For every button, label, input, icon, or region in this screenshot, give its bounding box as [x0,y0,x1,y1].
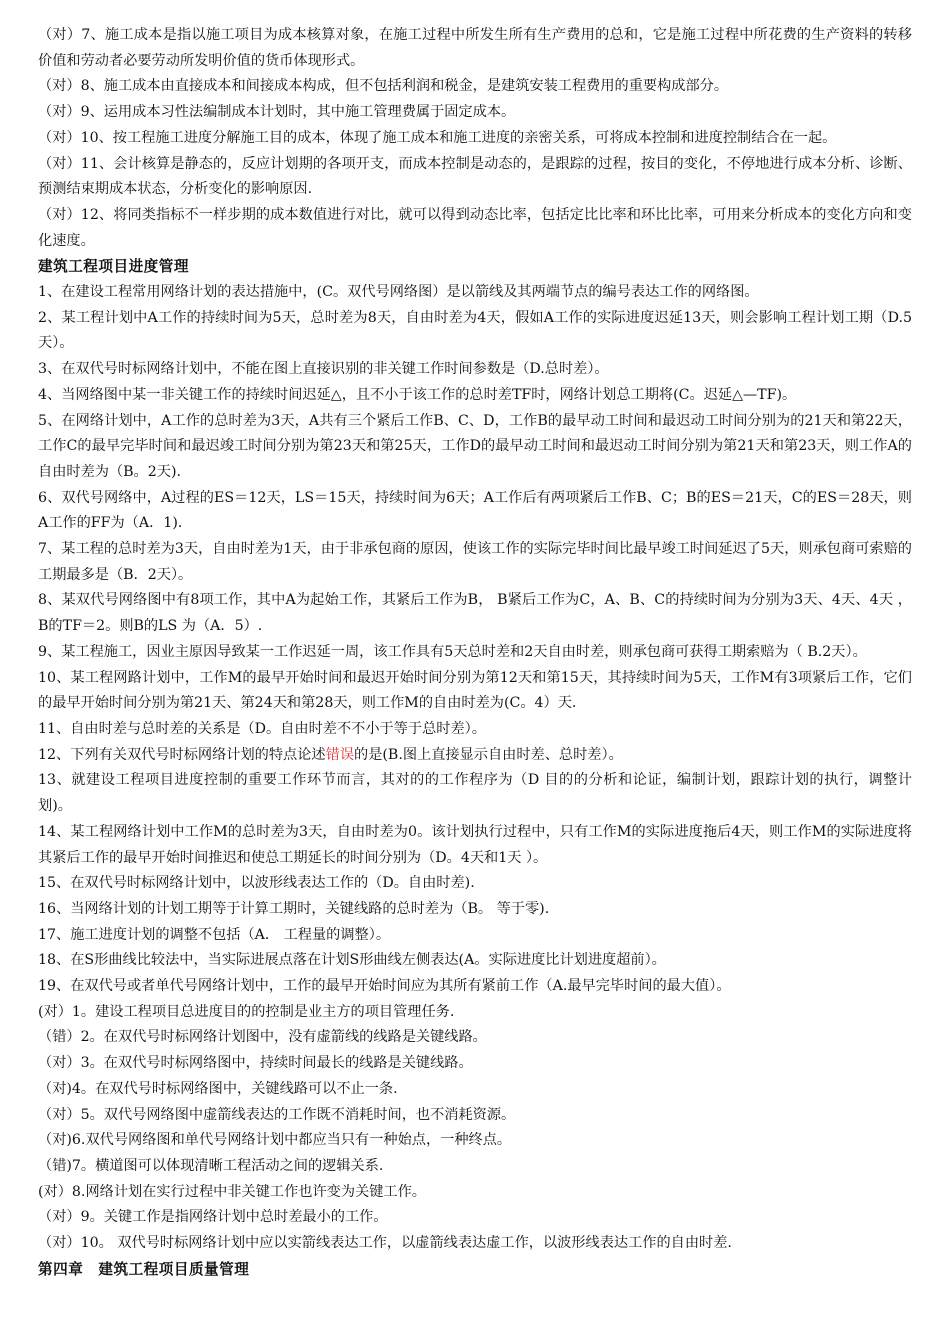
question-5: 5、在网络计划中，A工作的总时差为3天，A共有三个紧后工作B、C、D，工作B的最早动工时间和最迟动工时间分别为的21天和第22天，工作C的最早完毕时间和最迟竣工时间分别为第23天和第25天，工作D的最早动工时间和最迟动工时间分别为第21天和第23天，则工作A的自由时差为（B。2天). [38,412,912,480]
judgment-10: （对）10。 双代号时标网络计划中应以实箭线表达工作，以虚箭线表达虚工作，以波形线表达工作的自由时差. [38,1235,732,1252]
judgment-8: (对）8.网络计划在实行过程中非关键工作也许变为关键工作。 [38,1183,426,1200]
question-2: 2、某工程计划中A工作的持续时间为5天，总时差为8天，自由时差为4天，假如A工作的实际进度迟延13天，则会影响工程计划工期（D.5天）。 [38,309,912,352]
question-6: 6、双代号网络中，A过程的ES＝12天，LS＝15天，持续时间为6天；A工作后有两项紧后工作B、C；B的ES＝21天，C的ES＝28天，则A工作的FF为（A．1). [38,489,912,532]
intro-item-10: （对）10、按工程施工进度分解施工目的成本，体现了施工成本和施工进度的亲密关系，可将成本控制和进度控制结合在一起。 [38,129,837,146]
judgment-9: （对）9。关键工作是指网络计划中总时差最小的工作。 [38,1209,388,1226]
question-13: 13、就建设工程项目进度控制的重要工作环节而言，其对的的工作程序为（D 目的的分析和论证，编制计划，跟踪计划的执行，调整计划)。 [38,772,912,815]
section-title: 建筑工程项目进度管理 [38,258,189,276]
judgment-5: （对）5。双代号网络图中虚箭线表达的工作既不消耗时间，也不消耗资源。 [38,1106,516,1123]
intro-item-9: （对）9、运用成本习性法编制成本计划时，其中施工管理费属于固定成本。 [38,104,516,121]
question-16: 16、当网络计划的计划工期等于计算工期时，关键线路的总时差为（B。 等于零). [38,900,550,917]
question-3: 3、在双代号时标网络计划中，不能在图上直接识别的非关键工作时间参数是（D.总时差）。 [38,361,609,378]
question-15: 15、在双代号时标网络计划中，以波形线表达工作的（D。自由时差). [38,875,475,892]
intro-item-11: （对）11、会计核算是静态的，反应计划期的各项开支，而成本控制是动态的，是跟踪的过程，按目的变化，不停地进行成本分析、诊断、预测结束期成本状态，分析变化的影响原因. [38,155,912,198]
question-8: 8、某双代号网络图中有8项工作，其中A为起始工作，其紧后工作为B， B紧后工作为C，A、B、C的持续时间为分别为3天、4天、4天 ，B的TF＝2。则B的LS 为（A．5）. [38,592,912,635]
intro-item-12: （对）12、将同类指标不一样步期的成本数值进行对比，就可以得到动态比率，包括定比比率和环比比率，可用来分析成本的变化方向和变化速度。 [38,206,912,249]
chapter-title: 第四章 建筑工程项目质量管理 [38,1260,250,1278]
question-12-prefix: 12、下列有关双代号时标网络计划的特点论述 [38,746,326,763]
question-17: 17、施工进度计划的调整不包括（A． 工程量的调整）。 [38,926,391,943]
question-19: 19、在双代号或者单代号网络计划中，工作的最早开始时间应为其所有紧前工作（A.最早完毕时间的最大值）。 [38,978,731,995]
judgment-1: (对）1。建设工程项目总进度目的的控制是业主方的项目管理任务. [38,1003,455,1020]
judgment-2: （错）2。在双代号时标网络计划图中，没有虚箭线的线路是关键线路。 [38,1029,487,1046]
question-12-suffix: 的是(B.图上直接显示自由时差、总时差）。 [354,746,623,763]
judgment-7: （错)7。横道图可以体现清晰工程活动之间的逻辑关系. [38,1157,384,1174]
question-11: 11、自由时差与总时差的关系是（D。自由时差不不小于等于总时差）。 [38,720,486,737]
judgment-3: （对）3。在双代号时标网络图中，持续时间最长的线路是关键线路。 [38,1055,473,1072]
intro-item-7: （对）7、施工成本是指以施工项目为成本核算对象，在施工过程中所发生所有生产费用的总和，它是施工过程中所花费的生产资料的转移价值和劳动者必要劳动所发明价值的货币体现形式。 [38,27,912,69]
question-12 [38,743,912,769]
question-7: 7、某工程的总时差为3天，自由时差为1天，由于非承包商的原因，使该工作的实际完毕时间比最早竣工时间延迟了5天，则承包商可索赔的工期最多是（B．2天）。 [38,541,912,583]
question-18: 18、在S形曲线比较法中，当实际进展点落在计划S形曲线左侧表达(A。实际进度比计划进度超前）。 [38,952,666,969]
question-12-highlight: 错误 [325,746,355,763]
judgment-6: （对)6.双代号网络图和单代号网络计划中都应当只有一种始点，一种终点。 [38,1132,512,1149]
judgment-4: （对)4。在双代号时标网络图中，关键线路可以不止一条. [38,1080,398,1097]
question-9: 9、某工程施工，因业主原因导致某一工作迟延一周，该工作具有5天总时差和2天自由时差，则承包商可获得工期索赔为（ B.2天）。 [38,643,867,660]
question-4: 4、当网络图中某一非关键工作的持续时间迟延△，且不小于该工作的总时差TF时，网络计划总工期将(C。迟延△—TF)。 [38,386,797,403]
question-14: 14、某工程网络计划中工作M的总时差为3天，自由时差为0。该计划执行过程中，只有工作M的实际进度拖后4天，则工作M的实际进度将其紧后工作的最早开始时间推迟和使总工期延长的时间分别为（D。4天和1天 ）。 [38,823,912,866]
question-10: 10、某工程网路计划中，工作M的最早开始时间和最迟开始时间分别为第12天和第15天，其持续时间为5天，工作M有3项紧后工作，它们的最早开始时间分别为第21天、第24天和第28天，则工作M的自由时差为(C。4）天. [38,669,912,712]
question-1: 1、在建设工程常用网络计划的表达措施中，(C。双代号网络图）是以箭线及其两端节点的编号表达工作的网络图。 [38,284,759,301]
intro-item-8: （对）8、施工成本由直接成本和间接成本构成，但不包括利润和税金，是建筑安装工程费用的重要构成部分。 [38,78,729,95]
